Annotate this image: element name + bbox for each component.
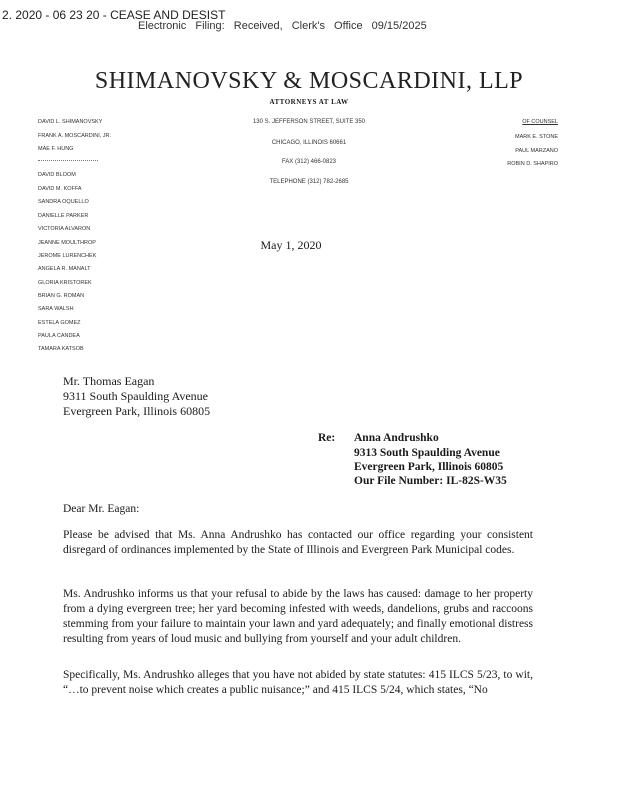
partner-name: MAE F. HUNG [38, 146, 74, 152]
of-counsel-name: PAUL MARZANO [515, 148, 558, 154]
associate-name: VICTORIA ALVARON [38, 226, 91, 232]
associate-name: SANDRA OQUELLO [38, 199, 89, 205]
associate-name: BRIAN G. ROMAN [38, 293, 85, 299]
firm-subtitle: ATTORNEYS AT LAW [269, 98, 349, 106]
associate-name: SARA WALSH [38, 306, 74, 312]
firm-address-city: CHICAGO, ILLINOIS 60661 [271, 140, 347, 146]
associate-name: PAULA CANDEA [38, 333, 80, 339]
document-title: 2. 2020 - 06 23 20 - CEASE AND DESIST [2, 8, 226, 22]
salutation: Dear Mr. Eagan: [63, 503, 140, 515]
re-client-street: 9313 South Spaulding Avenue [354, 447, 500, 459]
associate-name: GLORIA KRISTOREK [38, 280, 92, 286]
associate-name: TAMARA KATSOB [38, 346, 84, 352]
firm-telephone: TELEPHONE (312) 782-2685 [269, 179, 349, 185]
re-client-name: Anna Andrushko [354, 432, 439, 444]
recipient-city: Evergreen Park, Illinois 60805 [63, 404, 211, 418]
body-paragraph: Please be advised that Ms. Anna Andrushko has contacted our office regarding your consistent disregard of ordinances implemented by the State of Illinois and Evergreen Park Municipal codes. [63, 529, 533, 556]
associate-name: DANIELLE PARKER [38, 213, 89, 219]
associate-name: JEANNE MOULTHROP [38, 240, 96, 246]
re-client-city: Evergreen Park, Illinois 60805 [354, 461, 504, 473]
associate-name: DAVID M. KOFFA [38, 186, 82, 192]
firm-name: SHIMANOVSKY & MOSCARDINI, LLP [94, 68, 524, 94]
associate-name: JEROME LURENCHEK [38, 253, 97, 259]
firm-address-street: 130 S. JEFFERSON STREET, SUITE 350 [252, 119, 366, 125]
body-paragraph: Ms. Andrushko informs us that your refusal to abide by the laws has caused: damage to her property from a dying evergreen tree; her yard becoming infested with weeds, dandelions, grubs and raccoons stemming from your failure to maintain your lawn and yard adequately; and finally emotional distress resulting from years of loud music and bullying from yourself and your adult children. [63, 588, 533, 645]
re-label: Re: [318, 432, 336, 444]
letter-date: May 1, 2020 [260, 238, 322, 252]
partner-name: FRANK A. MOSCARDINI, JR. [38, 133, 112, 139]
associate-name: ANGELA R. MANALT [38, 266, 91, 272]
recipient-street: 9311 South Spaulding Avenue [63, 389, 208, 403]
of-counsel-name: ROBIN D. SHAPIRO [507, 161, 558, 167]
recipient-name: Mr. Thomas Eagan [63, 374, 155, 388]
partner-name: DAVID L. SHIMANOVSKY [38, 119, 103, 125]
body-paragraph: Specifically, Ms. Andrushko alleges that you have not abided by state statutes: 415 ILCS 5/23, to wit, “…to prevent noise which creates a public nuisance;” and 415 ILCS 5/24, which states, “No [63, 669, 533, 696]
associate-name: ESTELA GOMEZ [38, 320, 81, 326]
efiling-stamp: Electronic Filing: Received, Clerk's Office 09/15/2025 [138, 20, 427, 32]
of-counsel-name: MARK E. STONE [515, 134, 558, 140]
associate-name: DAVID BLOOM [38, 172, 76, 178]
re-file-number: Our File Number: IL-82S-W35 [354, 475, 507, 487]
of-counsel-heading: OF COUNSEL [522, 119, 558, 125]
firm-fax: FAX (312) 466-0823 [281, 159, 337, 165]
